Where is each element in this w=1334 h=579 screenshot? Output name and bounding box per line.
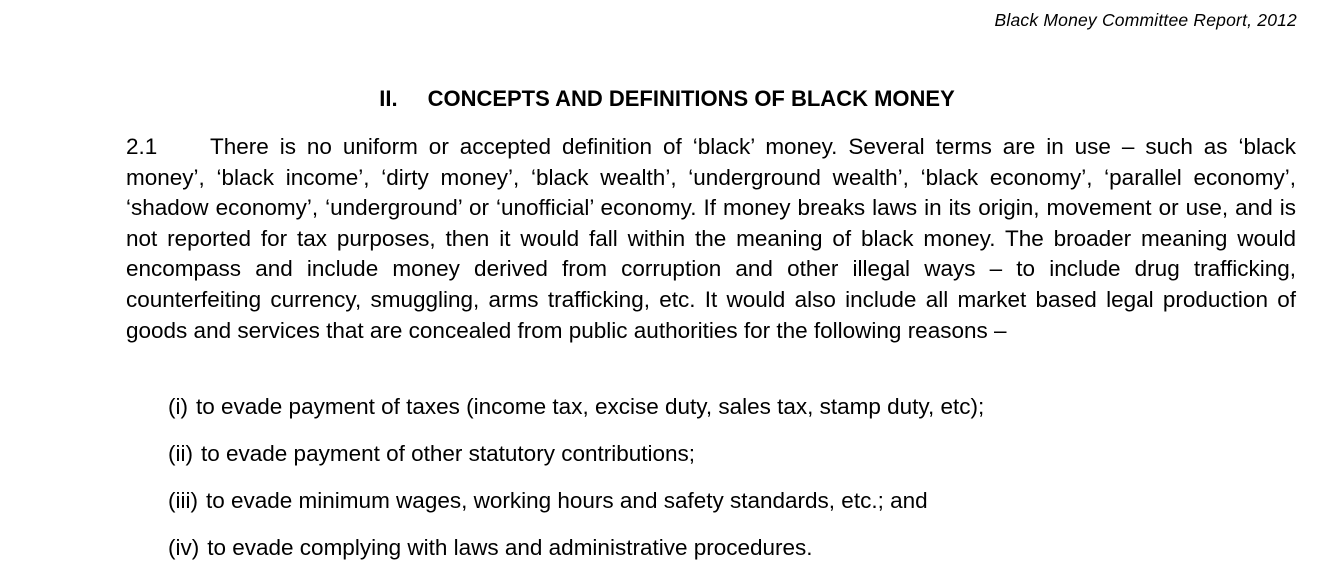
paragraph-text: There is no uniform or accepted definition of ‘black’ money. Several terms are in use – such as ‘black money’, ‘black income’, ‘dirty money’, ‘black wealth’, ‘underground wealth’, ‘black economy’, ‘parallel economy’, ‘shadow economy’, ‘underground’ or ‘unofficial’ economy. If money breaks laws in its origin, movement or use, and is not reported for tax purposes, then it would fall within the meaning of black money. The broader meaning would encompass and include money derived from corruption and other illegal ways – to include drug trafficking, counterfeiting currency, smuggling, arms trafficking, etc. It would also include all market based legal production of goods and services that are concealed from public authorities for the following reasons – — [126, 134, 1296, 343]
list-item-text: to evade payment of taxes (income tax, excise duty, sales tax, stamp duty, etc); — [195, 394, 985, 419]
list-item — [168, 535, 813, 561]
paragraph-2-1 — [126, 132, 1296, 346]
list-item — [168, 488, 928, 514]
section-title: CONCEPTS AND DEFINITIONS OF BLACK MONEY — [427, 86, 955, 111]
list-item-marker: (i) — [168, 394, 188, 419]
list-item-marker: (iv) — [168, 535, 200, 560]
list-item-text: to evade minimum wages, working hours and safety standards, etc.; and — [205, 488, 928, 513]
list-item — [168, 441, 695, 467]
list-item-text: to evade complying with laws and administrative procedures. — [207, 535, 813, 560]
list-item — [168, 394, 984, 420]
section-heading — [0, 86, 1334, 112]
running-header: Black Money Committee Report, 2012 — [994, 10, 1297, 30]
list-item-marker: (ii) — [168, 441, 193, 466]
paragraph-number: 2.1 — [126, 134, 158, 159]
section-number: II. — [379, 86, 398, 111]
list-item-marker: (iii) — [168, 488, 198, 513]
list-item-text: to evade payment of other statutory contributions; — [200, 441, 696, 466]
